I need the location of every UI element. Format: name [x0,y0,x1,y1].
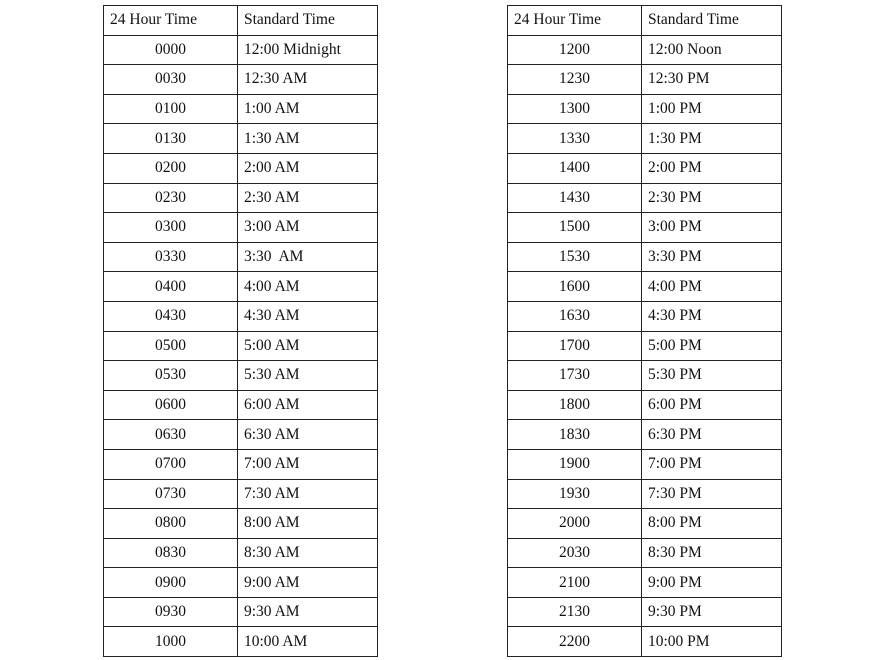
cell-standard-time: 7:00 PM [642,449,782,479]
table-row [104,361,378,391]
cell-24-hour-time: 0630 [104,420,238,450]
table-row [508,509,782,539]
table-row [508,420,782,450]
table-row [508,301,782,331]
table-row [104,213,378,243]
cell-standard-time: 3:30 PM [642,242,782,272]
table-row [508,183,782,213]
table-row [508,331,782,361]
table-row [104,627,378,657]
table-row [104,301,378,331]
cell-24-hour-time: 0830 [104,538,238,568]
cell-standard-time: 2:30 PM [642,183,782,213]
cell-standard-time: 3:00 AM [238,213,378,243]
table-row [508,390,782,420]
table-row [508,213,782,243]
cell-24-hour-time: 2100 [508,568,642,598]
cell-standard-time: 1:30 AM [238,124,378,154]
cell-standard-time: 6:00 PM [642,390,782,420]
cell-standard-time: 8:30 AM [238,538,378,568]
cell-standard-time: 12:00 Midnight [238,35,378,65]
cell-24-hour-time: 2030 [508,538,642,568]
cell-24-hour-time: 1700 [508,331,642,361]
table-row [508,35,782,65]
cell-24-hour-time: 2200 [508,627,642,657]
table-row [508,94,782,124]
cell-standard-time: 9:30 PM [642,597,782,627]
cell-standard-time: 2:00 AM [238,153,378,183]
header-row [104,6,378,36]
table-row [508,124,782,154]
cell-standard-time: 4:00 AM [238,272,378,302]
table-row [104,242,378,272]
table-row [104,538,378,568]
cell-standard-time: 12:30 PM [642,65,782,95]
cell-standard-time: 8:00 AM [238,509,378,539]
table-row [104,183,378,213]
cell-24-hour-time: 0900 [104,568,238,598]
cell-standard-time: 12:30 AM [238,65,378,95]
table-row [508,479,782,509]
cell-standard-time: 2:00 PM [642,153,782,183]
table-row [508,272,782,302]
cell-24-hour-time: 0400 [104,272,238,302]
table-row [104,509,378,539]
table-row [104,94,378,124]
cell-standard-time: 3:30 AM [238,242,378,272]
table-row [508,627,782,657]
cell-standard-time: 8:00 PM [642,509,782,539]
table-row [508,65,782,95]
cell-24-hour-time: 0300 [104,213,238,243]
cell-24-hour-time: 0330 [104,242,238,272]
cell-24-hour-time: 1930 [508,479,642,509]
cell-standard-time: 3:00 PM [642,213,782,243]
header-row [508,6,782,36]
table-row [104,449,378,479]
cell-standard-time: 7:00 AM [238,449,378,479]
table-row [508,449,782,479]
cell-standard-time: 4:30 AM [238,301,378,331]
cell-standard-time: 9:00 PM [642,568,782,598]
table-row [508,568,782,598]
header-24-hour-time: 24 Hour Time [508,6,642,36]
cell-standard-time: 12:00 Noon [642,35,782,65]
cell-24-hour-time: 1300 [508,94,642,124]
table-row [104,479,378,509]
table-row [104,153,378,183]
header-standard-time: Standard Time [642,6,782,36]
cell-24-hour-time: 0430 [104,301,238,331]
cell-24-hour-time: 1400 [508,153,642,183]
cell-standard-time: 1:00 AM [238,94,378,124]
cell-standard-time: 5:30 AM [238,361,378,391]
cell-standard-time: 7:30 PM [642,479,782,509]
cell-24-hour-time: 0130 [104,124,238,154]
cell-24-hour-time: 0600 [104,390,238,420]
cell-24-hour-time: 1830 [508,420,642,450]
table-row [104,331,378,361]
cell-standard-time: 4:30 PM [642,301,782,331]
cell-24-hour-time: 1330 [508,124,642,154]
cell-24-hour-time: 2130 [508,597,642,627]
cell-24-hour-time: 1630 [508,301,642,331]
cell-standard-time: 7:30 AM [238,479,378,509]
cell-standard-time: 2:30 AM [238,183,378,213]
cell-24-hour-time: 1900 [508,449,642,479]
cell-24-hour-time: 0000 [104,35,238,65]
table-row [508,597,782,627]
cell-standard-time: 10:00 AM [238,627,378,657]
cell-24-hour-time: 0530 [104,361,238,391]
cell-standard-time: 6:30 AM [238,420,378,450]
cell-standard-time: 5:00 AM [238,331,378,361]
cell-24-hour-time: 0230 [104,183,238,213]
cell-standard-time: 6:30 PM [642,420,782,450]
cell-24-hour-time: 0100 [104,94,238,124]
cell-standard-time: 6:00 AM [238,390,378,420]
cell-24-hour-time: 0930 [104,597,238,627]
table-row [508,242,782,272]
cell-24-hour-time: 1200 [508,35,642,65]
cell-24-hour-time: 1430 [508,183,642,213]
table-row [104,597,378,627]
cell-24-hour-time: 1000 [104,627,238,657]
cell-24-hour-time: 1800 [508,390,642,420]
cell-24-hour-time: 0800 [104,509,238,539]
cell-24-hour-time: 1530 [508,242,642,272]
cell-standard-time: 4:00 PM [642,272,782,302]
cell-standard-time: 8:30 PM [642,538,782,568]
cell-24-hour-time: 0730 [104,479,238,509]
cell-24-hour-time: 2000 [508,509,642,539]
table-row [104,568,378,598]
table-row [508,361,782,391]
am-time-conversion-table [103,5,378,657]
table-row [508,538,782,568]
header-24-hour-time: 24 Hour Time [104,6,238,36]
pm-time-conversion-table [507,5,782,657]
table-row [508,153,782,183]
cell-standard-time: 10:00 PM [642,627,782,657]
cell-standard-time: 1:00 PM [642,94,782,124]
cell-24-hour-time: 1230 [508,65,642,95]
cell-24-hour-time: 1730 [508,361,642,391]
table-row [104,35,378,65]
table-row [104,390,378,420]
cell-standard-time: 9:00 AM [238,568,378,598]
header-standard-time: Standard Time [238,6,378,36]
table-row [104,420,378,450]
cell-24-hour-time: 1600 [508,272,642,302]
cell-24-hour-time: 0200 [104,153,238,183]
cell-standard-time: 9:30 AM [238,597,378,627]
cell-standard-time: 5:30 PM [642,361,782,391]
table-row [104,124,378,154]
cell-24-hour-time: 0500 [104,331,238,361]
cell-24-hour-time: 0700 [104,449,238,479]
table-row [104,65,378,95]
cell-standard-time: 1:30 PM [642,124,782,154]
table-row [104,272,378,302]
cell-24-hour-time: 1500 [508,213,642,243]
cell-24-hour-time: 0030 [104,65,238,95]
cell-standard-time: 5:00 PM [642,331,782,361]
